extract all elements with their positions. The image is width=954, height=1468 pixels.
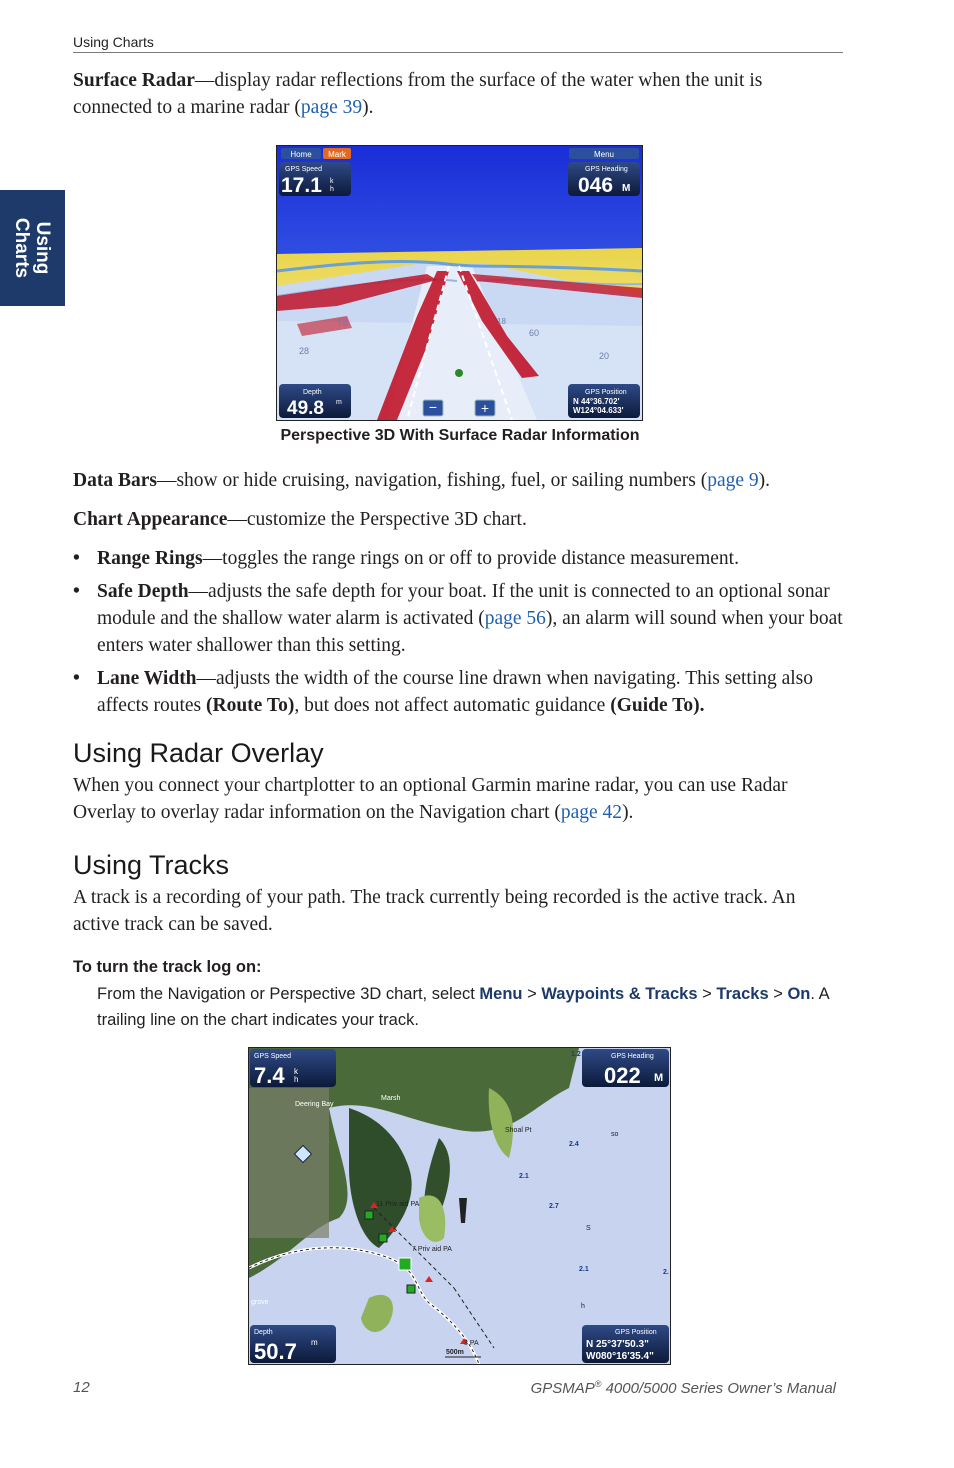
gps-speed-label: GPS Speed — [254, 1053, 291, 1060]
place-label: Deering Bay — [295, 1101, 334, 1108]
data-bars-paragraph — [73, 467, 843, 494]
procedure-intro: From the Navigation or Perspective 3D chart, select — [97, 985, 480, 1003]
bullet-text: —adjusts the width of the course line drawn when navigating. This setting also affects routes — [97, 668, 814, 716]
chart-appearance-paragraph — [73, 506, 843, 533]
gps-heading-label: GPS Heading — [585, 166, 628, 173]
depth-mark: 18 — [497, 317, 506, 326]
depth-mark: 20 — [599, 351, 610, 361]
bullet-tail: ), an alarm will sound when your boat enters water shallower than this setting. — [97, 608, 843, 656]
side-tab-label — [12, 218, 54, 278]
bullet-term: Lane Width — [97, 668, 197, 689]
bullet-lane-width — [73, 665, 843, 719]
waypoint-marker — [407, 1285, 415, 1293]
data-bars-text: —show or hide cruising, navigation, fishing, fuel, or sailing numbers ( — [156, 470, 708, 491]
gps-heading-value: 046 — [578, 174, 614, 197]
gps-position-label: GPS Position — [615, 1329, 657, 1336]
manual-title-brand: GPSMAP — [530, 1380, 595, 1397]
perspective-3d-image — [277, 146, 642, 420]
place-label: 3 PA — [464, 1340, 479, 1347]
route-to-label: (Route To) — [206, 695, 295, 716]
sounding: 1.2 — [571, 1051, 581, 1058]
waypoint-marker — [365, 1211, 373, 1219]
depth-value: 49.8 — [287, 398, 324, 419]
gps-speed-label: GPS Speed — [285, 166, 322, 173]
heading-unit: M — [622, 183, 631, 194]
data-bars-link[interactable]: page 9 — [707, 470, 759, 491]
bullet-icon: • — [73, 668, 80, 689]
place-label: Marsh — [381, 1095, 401, 1102]
gps-speed-value: 17.1 — [281, 174, 322, 197]
gps-position-w: W080°16'35.4" — [586, 1351, 654, 1362]
mark-button-label: Mark — [328, 150, 346, 159]
bullet-icon: • — [73, 548, 80, 569]
tracks-heading: Using Tracks — [73, 850, 230, 880]
heading-unit: M — [654, 1072, 664, 1084]
waypoint-marker — [399, 1258, 411, 1270]
safe-depth-link[interactable]: page 56 — [484, 608, 546, 629]
side-tab[interactable] — [0, 190, 65, 306]
page-number: 12 — [73, 1379, 90, 1396]
menu-step-waypoints-tracks[interactable]: Waypoints & Tracks — [541, 985, 698, 1003]
gps-position-label: GPS Position — [585, 389, 627, 396]
waypoint-marker — [379, 1234, 387, 1242]
data-bars-tail: ). — [758, 470, 771, 491]
procedure-text — [97, 981, 837, 1033]
bullet-safe-depth — [73, 578, 843, 659]
menu-step-tracks[interactable]: Tracks — [716, 985, 769, 1003]
side-tab-line1: Using — [32, 221, 54, 275]
sounding: 2.4 — [569, 1141, 579, 1148]
bullet-term: Range Rings — [97, 548, 203, 569]
depth-value: 50.7 — [254, 1339, 297, 1364]
place-label: 11 Priv aid PA — [376, 1201, 420, 1208]
running-header — [73, 34, 843, 53]
surface-radar-tail: ). — [362, 97, 374, 118]
sounding: h — [581, 1303, 585, 1310]
scale-label: 500m — [446, 1349, 464, 1356]
menu-separator: > — [768, 985, 788, 1003]
manual-title — [531, 1379, 836, 1397]
sounding: 2.7 — [549, 1203, 559, 1210]
zoom-out-icon: − — [428, 399, 438, 415]
tracks-paragraph: A track is a recording of your path. The track currently being recorded is the active track. An active track can be saved. — [73, 887, 796, 935]
menu-button-label: Menu — [593, 150, 615, 159]
menu-separator: > — [697, 985, 717, 1003]
surface-radar-link[interactable]: page 39 — [300, 97, 363, 118]
chart-appearance-text: —customize the Perspective 3D chart. — [227, 509, 527, 530]
procedure-title: To turn the track log on: — [73, 958, 262, 976]
menu-step-menu[interactable]: Menu — [479, 985, 523, 1003]
sounding: 2. — [663, 1269, 669, 1276]
bullet-text: —toggles the range rings on or off to provide distance measurement. — [202, 548, 739, 569]
bullet-text-mid: , but does not affect automatic guidance — [294, 695, 611, 716]
depth-mark: 16 — [337, 318, 348, 328]
zoom-in-icon: + — [480, 400, 490, 416]
place-label: grove — [251, 1299, 269, 1306]
gps-heading-label: GPS Heading — [611, 1053, 654, 1060]
bullet-range-rings — [73, 545, 843, 572]
registered-mark: ® — [594, 1379, 602, 1389]
chart-appearance-term: Chart Appearance — [73, 509, 228, 530]
place-label: Shoal Pt — [505, 1127, 532, 1134]
menu-separator: > — [522, 985, 542, 1003]
depth-mark: 28 — [299, 346, 310, 356]
manual-title-rest: 4000/5000 Series Owner’s Manual — [601, 1380, 836, 1397]
depth-label: Depth — [254, 1329, 273, 1336]
gps-heading-value: 022 — [604, 1063, 641, 1088]
radar-overlay-link[interactable]: page 42 — [560, 802, 623, 823]
perspective-3d-screenshot — [276, 145, 643, 421]
gps-position-n: N 25°37'50.3" — [586, 1339, 649, 1350]
bullet-text: —adjusts the safe depth for your boat. If the unit is connected to an optional sonar module and the shallow water alarm is activated ( — [97, 581, 830, 629]
guide-to-label: (Guide To). — [610, 695, 705, 716]
menu-step-on[interactable]: On — [787, 985, 811, 1003]
bullet-icon: • — [73, 581, 80, 602]
surface-radar-paragraph — [73, 67, 843, 121]
speed-unit-bottom: h — [294, 1075, 299, 1084]
sounding: so — [611, 1131, 619, 1138]
surface-radar-term: Surface Radar — [73, 70, 195, 91]
gps-position-w: W124°04.633' — [573, 406, 624, 415]
sounding: S — [586, 1225, 591, 1232]
radar-overlay-heading: Using Radar Overlay — [73, 738, 324, 768]
gps-speed-value: 7.4 — [254, 1063, 285, 1088]
sounding: 2.1 — [579, 1266, 589, 1273]
radar-overlay-paragraph — [73, 772, 843, 826]
data-bars-term: Data Bars — [73, 470, 157, 491]
radar-overlay-text: When you connect your chartplotter to an optional Garmin marine radar, you can use Radar Overlay to overlay radar information on the Navigation chart ( — [73, 775, 788, 823]
boat-marker — [455, 369, 463, 377]
bullet-term: Safe Depth — [97, 581, 189, 602]
radar-overlay-tail: ). — [622, 802, 634, 823]
procedure-outro: . A trailing line on the chart indicates your track. — [97, 985, 829, 1029]
depth-unit: m — [311, 1338, 318, 1347]
track-chart-screenshot — [248, 1047, 671, 1365]
place-label: 7 Priv aid PA — [412, 1246, 452, 1253]
speed-unit-top: k — [330, 178, 334, 185]
sounding: 2.1 — [519, 1173, 529, 1180]
depth-mark: 60 — [529, 328, 540, 338]
header-section-title: Using Charts — [73, 34, 154, 50]
home-button-label: Home — [290, 150, 312, 159]
figure1-caption: Perspective 3D With Surface Radar Information — [280, 427, 640, 444]
speed-unit-top: k — [294, 1067, 298, 1076]
depth-unit: m — [336, 399, 342, 406]
speed-unit-bottom: h — [330, 186, 334, 193]
side-tab-line2: Charts — [11, 217, 33, 279]
surface-radar-text: —display radar reflections from the surface of the water when the unit is connected to a marine radar ( — [73, 70, 763, 118]
depth-label: Depth — [303, 389, 322, 396]
track-chart-image — [249, 1048, 670, 1364]
gps-position-n: N 44°36.702' — [573, 397, 620, 406]
